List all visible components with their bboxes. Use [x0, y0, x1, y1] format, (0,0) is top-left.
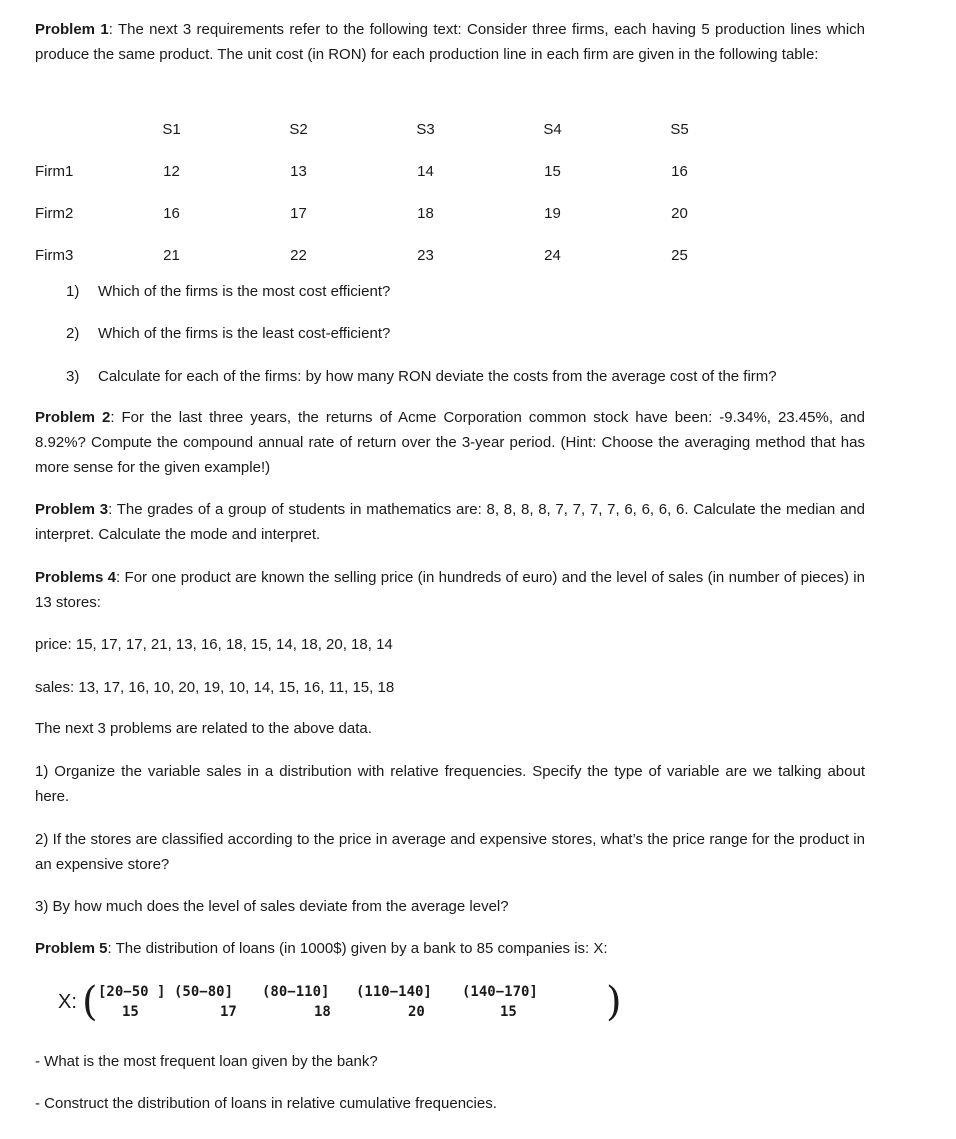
table-cell: 18 [417, 204, 434, 222]
problem4-question-3: 3) By how much does the level of sales deviate from the average level? [35, 898, 509, 915]
frequency: 17 [220, 1004, 237, 1020]
problem4-intro: The next 3 problems are related to the above data. [35, 720, 372, 737]
price-data-line: price: 15, 17, 17, 21, 13, 16, 18, 15, 14, 18, 20, 18, 14 [35, 636, 393, 653]
table-cell: 21 [163, 246, 180, 264]
problem2-title: Problem 2 [35, 409, 111, 426]
unit-cost-table [35, 108, 743, 276]
problem1-question-2 [66, 321, 896, 346]
interval: (80−110] [262, 984, 330, 1000]
problem3-statement [35, 497, 865, 547]
question-text: Which of the firms is the least cost-efficient? [98, 325, 391, 342]
question-text: Calculate for each of the firms: by how many RON deviate the costs from the average cost of the firm? [98, 368, 777, 385]
table-cell: 23 [417, 246, 434, 264]
table-row [35, 150, 743, 192]
frequency: 15 [122, 1004, 139, 1020]
question-number: 3) [66, 368, 80, 385]
table-cell: 25 [671, 246, 688, 264]
row-label: Firm1 [35, 162, 74, 180]
table-cell: 13 [290, 162, 307, 180]
loan-distribution-formula [58, 979, 622, 1028]
interval: (50−80] [174, 984, 234, 1000]
table-cell: 19 [544, 204, 561, 222]
frequency: 15 [500, 1004, 517, 1020]
table-row [35, 192, 743, 234]
problem4-text: : For one product are known the selling price (in hundreds of euro) and the level of sales (in number of pieces) in 13 stores: [35, 569, 865, 611]
problem1-title: Problem 1 [35, 21, 109, 38]
problem5-title: Problem 5 [35, 940, 108, 957]
column-header: S4 [543, 120, 562, 138]
question-text: Which of the firms is the most cost efficient? [98, 283, 391, 300]
problem4-question-1: 1) Organize the variable sales in a distribution with relative frequencies. Specify the type of variable are we talking about here. [35, 763, 865, 805]
table-row [35, 234, 743, 276]
variable-label: X: [58, 991, 77, 1013]
table-cell: 16 [163, 204, 180, 222]
problem5-text: : The distribution of loans (in 1000$) given by a bank to 85 companies is: X: [107, 940, 608, 957]
table-cell: 14 [417, 162, 434, 180]
problem4-title: Problems 4 [35, 569, 117, 586]
table-corner [35, 108, 108, 150]
table-cell: 24 [544, 246, 561, 264]
frequency: 20 [408, 1004, 425, 1020]
left-parenthesis: ( [82, 979, 98, 1025]
table-cell: 17 [290, 204, 307, 222]
problem1-statement [35, 17, 865, 67]
problem5-question-2: - Construct the distribution of loans in relative cumulative frequencies. [35, 1095, 497, 1112]
sales-data-line: sales: 13, 17, 16, 10, 20, 19, 10, 14, 15, 16, 11, 15, 18 [35, 679, 395, 696]
problem1-question-1 [66, 279, 896, 304]
table-cell: 15 [544, 162, 561, 180]
problem1-question-3 [66, 364, 896, 389]
table-cell: 20 [671, 204, 688, 222]
interval: (140−170] [462, 984, 538, 1000]
problem1-text: : The next 3 requirements refer to the following text: Consider three firms, each having 5 production lines which produce the same product. The unit cost (in RON) for each production line in each firm are given in the following table: [35, 21, 865, 63]
column-header: S3 [416, 120, 435, 138]
frequency: 18 [314, 1004, 331, 1020]
problem3-title: Problem 3 [35, 501, 109, 518]
interval: (110−140] [356, 984, 432, 1000]
problem5-statement [35, 936, 865, 961]
table-header-row [35, 108, 743, 150]
column-header: S5 [670, 120, 689, 138]
problem3-text: : The grades of a group of students in mathematics are: 8, 8, 8, 8, 7, 7, 7, 7, 6, 6, 6, 6. Calculate the median and interpret. Calculate the mode and interpret. [35, 501, 865, 543]
table-cell: 16 [671, 162, 688, 180]
problem2-statement [35, 405, 865, 480]
column-header: S2 [289, 120, 308, 138]
question-number: 2) [66, 325, 80, 342]
table-cell: 22 [290, 246, 307, 264]
row-label: Firm2 [35, 204, 74, 222]
problem2-text: : For the last three years, the returns of Acme Corporation common stock have been: -9.34%, 23.45%, and 8.92%? Compute the compound annual rate of return over the 3-year period. (Hint: Choose the averaging method that has more sense for the given example!) [35, 409, 865, 476]
right-parenthesis: ) [606, 979, 622, 1025]
problem5-question-1: - What is the most frequent loan given by the bank? [35, 1053, 378, 1070]
table-cell: 12 [163, 162, 180, 180]
problem4-question-2: 2) If the stores are classified according to the price in average and expensive stores, what’s the price range for the product in an expensive store? [35, 831, 865, 873]
interval: [20−50 ] [98, 984, 166, 1000]
question-number: 1) [66, 283, 80, 300]
row-label: Firm3 [35, 246, 74, 264]
problem4-statement [35, 565, 865, 615]
column-header: S1 [162, 120, 181, 138]
